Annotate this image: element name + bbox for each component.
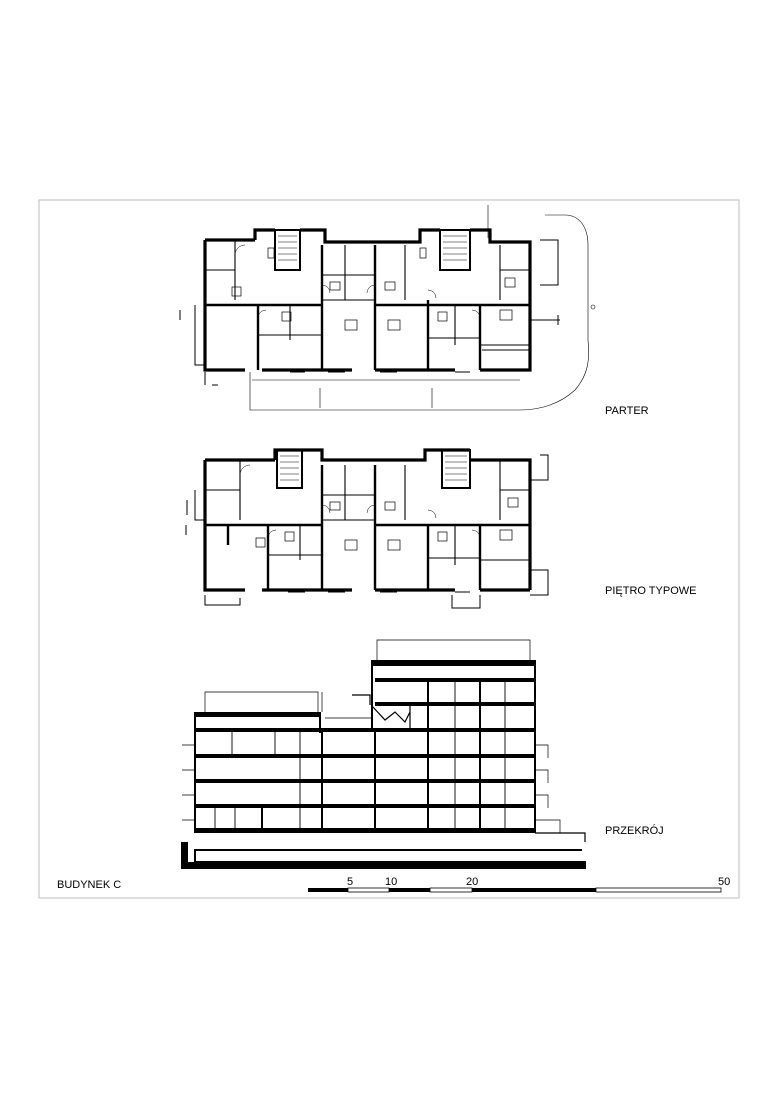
section-drawing: [182, 640, 585, 868]
ground-floor-plan: [180, 205, 595, 410]
site-marker: [591, 305, 595, 309]
ground-step: [535, 833, 585, 842]
interior-walls-thin: [205, 460, 530, 565]
interior-walls-thin: [205, 240, 530, 345]
scale-segment-5: [472, 888, 596, 892]
stair-treads: [278, 236, 467, 260]
view-title-parter: PARTER: [605, 405, 649, 417]
scale-tick-10: 10: [385, 876, 398, 888]
balcony-lines: [180, 240, 560, 385]
scale-tick-5: 5: [347, 876, 354, 888]
interior-walls-thick: [205, 245, 530, 370]
scale-segment-2: [348, 888, 389, 892]
scale-bar: [308, 876, 730, 892]
scale-segment-4: [430, 888, 472, 892]
view-title-typical-floor: PIĘTRO TYPOWE: [605, 585, 697, 597]
interior-walls-thick: [205, 465, 530, 590]
ground-slab-fill: [182, 862, 585, 868]
scale-segment-6: [596, 888, 721, 892]
scale-segment-3: [389, 888, 430, 892]
view-title-section: PRZEKRÓJ: [605, 825, 664, 837]
building-label: BUDYNEK C: [57, 879, 122, 891]
scale-segment-1: [308, 888, 348, 892]
scale-tick-20: 20: [466, 876, 479, 888]
floor-slabs: [195, 660, 535, 833]
ground-slab-left: [182, 842, 188, 866]
typical-floor-plan: [186, 450, 548, 608]
scale-tick-50: 50: [718, 876, 731, 888]
door-swings: [235, 245, 480, 318]
section-stair: [352, 695, 410, 728]
